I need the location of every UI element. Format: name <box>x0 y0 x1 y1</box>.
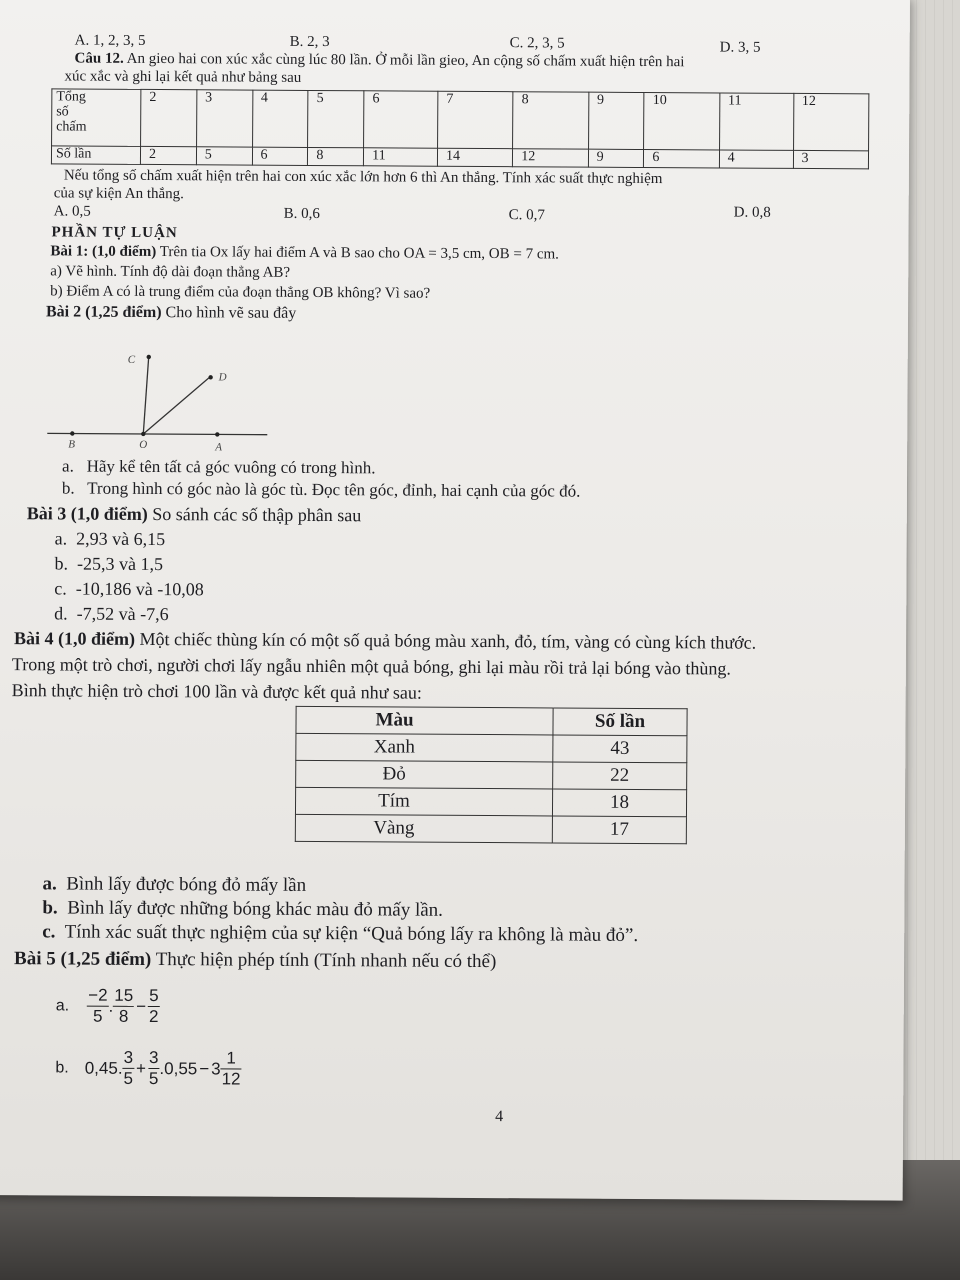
denominator: 8 <box>118 1006 129 1026</box>
bai1-label: Bài 1: (1,0 điểm) <box>50 243 157 261</box>
ball-color-table <box>295 706 688 844</box>
bai2-b-marker: b. <box>61 478 75 498</box>
q11-option-d: D. 3, 5 <box>719 39 761 56</box>
table-row <box>296 706 687 735</box>
table-cell: 43 <box>553 735 687 763</box>
page-number: 4 <box>495 1108 504 1126</box>
table-header-cell: Số lần <box>553 708 687 736</box>
table-cell: 9 <box>588 92 644 149</box>
table-cell: 3 <box>196 90 252 147</box>
operator: − <box>199 1058 210 1078</box>
point-d <box>208 375 212 379</box>
bai4-c-text: Tính xác suất thực nghiệm của sự kiện “Quả bóng lấy ra không là màu đỏ”. <box>64 921 639 946</box>
fraction <box>113 986 134 1027</box>
bai2-a-marker: a. <box>62 456 74 476</box>
numerator: −2 <box>87 986 109 1007</box>
bai3-item-b: b. -25,3 và 1,5 <box>54 553 164 575</box>
fraction <box>122 1048 134 1089</box>
table-cell: 10 <box>644 92 720 149</box>
numerator: 3 <box>148 1048 160 1069</box>
bai4-part-c <box>42 921 638 947</box>
bai4-line3: Bình thực hiện trò chơi 100 lần và được kết quả như sau: <box>11 680 423 703</box>
table-cell: 8 <box>308 147 364 165</box>
bai5-line <box>14 948 496 973</box>
bai4-line1 <box>14 628 756 654</box>
bai4-part-b <box>42 897 443 921</box>
bai2-line <box>46 303 296 323</box>
operator: − <box>136 996 147 1016</box>
bai4-line2: Trong một trò chơi, người chơi lấy ngẫu nhiên một quả bóng, ghi lại màu rồi trả lại bóng vào thùng. <box>11 654 731 679</box>
expr-term: .0,55 <box>159 1058 198 1078</box>
denominator: 5 <box>92 1006 103 1026</box>
table-cell: 22 <box>553 762 687 790</box>
table-cell: 17 <box>552 816 686 844</box>
bai5-a-marker: a. <box>55 996 70 1015</box>
denominator: 5 <box>123 1068 134 1088</box>
table-cell: 3 <box>793 150 869 168</box>
ray-od <box>143 376 210 434</box>
bai2-text: Cho hình vẽ sau đây <box>165 304 297 322</box>
bai5-part-a <box>56 985 160 1027</box>
label-d: D <box>218 371 227 384</box>
table-cell: 5 <box>308 90 364 147</box>
bai3-item-a: a. 2,93 và 6,15 <box>54 528 166 550</box>
bai1-part-a: a) Vẽ hình. Tính độ dài đoạn thẳng AB? <box>50 263 291 281</box>
q12-question-line2: của sự kiện An thắng. <box>53 185 185 203</box>
table-cell: 4 <box>719 150 793 168</box>
bai5-part-b <box>55 1047 241 1089</box>
bai4-b-marker: b. <box>42 897 58 919</box>
label-o: O <box>139 438 148 451</box>
q12-line2: xúc xắc và ghi lại kết quả như bảng sau <box>64 68 302 86</box>
operator: + <box>135 1058 147 1078</box>
table-row <box>295 814 686 843</box>
q11-option-c: C. 2, 3, 5 <box>509 35 565 52</box>
bai3-label: Bài 3 (1,0 điểm) <box>26 503 148 524</box>
bai5-text: Thực hiện phép tính (Tính nhanh nếu có thể) <box>155 949 497 973</box>
point-c <box>147 355 151 359</box>
point-b <box>70 431 74 435</box>
ray-oc <box>143 356 148 434</box>
bai4-part-a <box>42 873 306 897</box>
bai3-item-c: c. -10,186 và -10,08 <box>54 578 204 600</box>
label-b: B <box>68 438 75 451</box>
table-cell: Xanh <box>296 733 553 762</box>
q12-text: An gieo hai con xúc xắc cùng lúc 80 lần. Ở mỗi lần gieo, An cộng số chấm xuất hiện trên hai <box>126 50 685 71</box>
table-row <box>51 146 868 169</box>
q12-option-b: B. 0,6 <box>283 205 320 223</box>
table-row <box>295 787 686 816</box>
bai1-text: Trên tia Ox lấy hai điểm A và B sao cho OA = 3,5 cm, OB = 7 cm. <box>159 244 560 263</box>
bai2-part-a <box>62 456 376 478</box>
bai2-part-b <box>62 478 581 501</box>
fraction <box>221 1048 242 1089</box>
table-cell: 8 <box>513 92 589 149</box>
table-row <box>52 89 869 151</box>
table-row <box>296 733 687 762</box>
table-cell: Tím <box>295 787 552 816</box>
bai4-a-text: Bình lấy được bóng đỏ mấy lần <box>66 873 307 896</box>
bai3-text: So sánh các số thập phân sau <box>152 504 362 526</box>
bai2-a-text: Hãy kể tên tất cả góc vuông có trong hình. <box>86 456 376 478</box>
table-header-cell: Màu <box>296 706 553 735</box>
point-a <box>215 432 219 436</box>
bai5-b-marker: b. <box>55 1058 69 1077</box>
numerator: 3 <box>123 1048 135 1069</box>
table-cell: 12 <box>793 93 869 150</box>
table-header-cell: Số lần <box>51 146 140 165</box>
angle-figure <box>42 335 273 461</box>
table-header-cell <box>52 89 141 147</box>
table-row <box>296 760 687 789</box>
denominator: 12 <box>221 1069 241 1089</box>
table-cell: 18 <box>552 789 686 817</box>
numerator: 5 <box>148 986 160 1007</box>
q11-option-b: B. 2, 3 <box>289 33 330 51</box>
table-cell: Vàng <box>295 814 552 843</box>
expr-term: 0,45. <box>84 1058 123 1078</box>
q12-option-d: D. 0,8 <box>733 204 771 221</box>
table-cell: 12 <box>513 149 588 167</box>
operator: . <box>108 996 114 1016</box>
expr-whole: 3 <box>211 1058 221 1078</box>
table-cell: Đỏ <box>296 760 553 789</box>
table-cell: 11 <box>719 93 793 150</box>
bai4-c-marker: c. <box>42 921 56 943</box>
q12-option-c: C. 0,7 <box>508 207 545 224</box>
header-word: chấm <box>56 119 87 135</box>
table-cell: 9 <box>588 149 644 167</box>
point-o <box>141 432 145 436</box>
q12-option-a: A. 0,5 <box>53 203 91 220</box>
bai4-b-text: Bình lấy được những bóng khác màu đỏ mấy lần. <box>67 897 444 921</box>
table-cell: 14 <box>437 148 512 166</box>
denominator: 2 <box>149 1006 159 1027</box>
header-word: Tổng <box>56 89 86 105</box>
table-cell: 4 <box>252 90 308 147</box>
denominator: 5 <box>148 1068 159 1089</box>
line-bo-a <box>47 433 267 434</box>
section-title: PHẦN TỰ LUẬN <box>51 224 178 242</box>
q12-label: Câu 12. <box>74 50 124 67</box>
bai5-label: Bài 5 (1,25 điểm) <box>14 948 152 971</box>
bai3-line <box>27 503 362 526</box>
bai3-item-d: d. -7,52 và -7,6 <box>54 603 169 625</box>
q11-option-a: A. 1, 2, 3, 5 <box>74 32 146 49</box>
table-cell: 2 <box>140 146 196 164</box>
bai1-line <box>50 243 559 263</box>
label-c: C <box>127 353 136 366</box>
bai4-a-marker: a. <box>42 873 57 895</box>
bai4-text1: Một chiếc thùng kín có một số quả bóng màu xanh, đỏ, tím, vàng có cùng kích thước. <box>139 628 757 653</box>
header-word: số <box>56 104 69 120</box>
bai1-part-b: b) Điểm A có là trung điểm của đoạn thẳng OB không? Vì sao? <box>50 283 431 302</box>
q12-question-line1: Nếu tổng số chấm xuất hiện trên hai con xúc xắc lớn hơn 6 thì An thắng. Tính xác suất thực nghiệm <box>63 167 663 188</box>
table-cell: 2 <box>141 89 197 146</box>
table-cell: 7 <box>438 91 514 148</box>
bai4-label: Bài 4 (1,0 điểm) <box>13 628 136 649</box>
table-cell: 5 <box>196 147 252 165</box>
dice-sum-table <box>51 88 869 169</box>
table-cell: 6 <box>644 149 719 167</box>
bai2-label: Bài 2 (1,25 điểm) <box>45 303 162 322</box>
fraction <box>148 986 160 1027</box>
bai2-b-text: Trong hình có góc nào là góc tù. Đọc tên góc, đỉnh, hai cạnh của góc đó. <box>87 478 581 501</box>
numerator: 1 <box>221 1048 242 1069</box>
table-cell: 6 <box>364 91 438 148</box>
fraction <box>148 1048 160 1089</box>
table-cell: 11 <box>364 148 438 166</box>
fraction <box>87 986 109 1027</box>
label-a: A <box>215 441 222 454</box>
table-cell: 6 <box>252 147 308 165</box>
numerator: 15 <box>113 986 134 1007</box>
